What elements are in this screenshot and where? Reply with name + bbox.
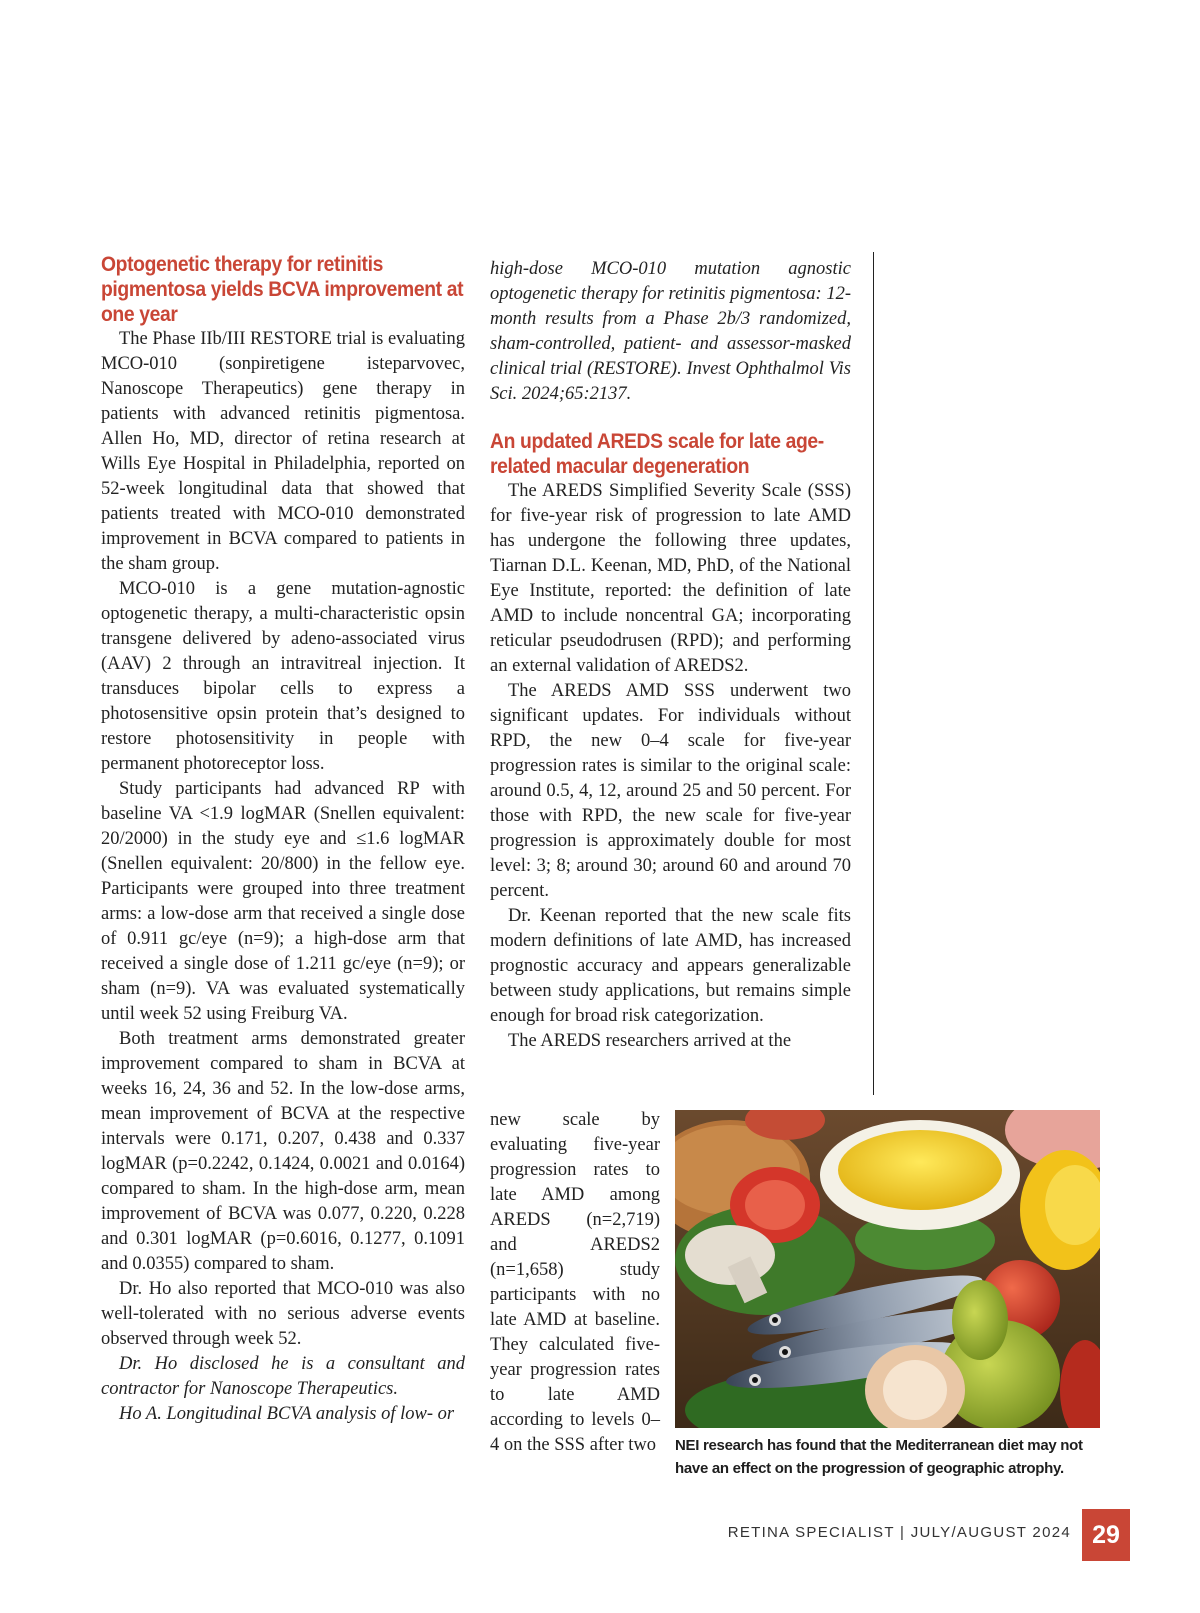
article2-paragraph-wrap: new scale by evaluating five-year progression rates to late AMD among AREDS (n=2,719) and AREDS2 (n=1,658) study participants with no late AMD at baseline. They calculated five-year progression rates to late AMD according to levels 0–4 on the SSS after two [490, 1110, 660, 1455]
column-two [490, 257, 851, 1054]
article2-heading: An updated AREDS scale for late age-related macular degeneration [490, 430, 824, 478]
article2-paragraph-top: The AREDS researchers arrived at the [508, 1031, 792, 1051]
article1-paragraph: MCO-010 is a gene mutation-agnostic optogenetic therapy, a multi-characteristic opsin transgene delivered by adeno-associated virus (AAV) 2 through an intravitreal injection. It transduces bipolar cells to express a photosensitive opsin protein that’s designed to restore photosensitivity in people with permanent photoreceptor loss. [101, 579, 465, 774]
article2-paragraph: The AREDS AMD SSS underwent two significant updates. For individuals without RPD, the new 0–4 scale for five-year progression rates is similar to the original scale: around 0.5, 4, 12, around 25 and 50 percent. For those with RPD, the new scale for five-year progression is approximately double for most level: 3; 8; around 30; around 60 and around 70 percent. [490, 681, 851, 901]
article1-paragraph: Dr. Ho also reported that MCO-010 was also well-tolerated with no serious adverse events observed through week 52. [101, 1279, 465, 1349]
article1-paragraph: The Phase IIb/III RESTORE trial is evaluating MCO-010 (sonpiretigene isteparvovec, Nanoscope Therapeutics) gene therapy in patients with advanced retinitis pigmentosa. Allen Ho, MD, director of retina research at Wills Eye Hospital in Philadelphia, reported on 52-week longitudinal data that showed that patients treated with MCO-010 demonstrated improvement in BCVA compared to patients in the sham group. [101, 329, 465, 574]
article1-paragraph: Both treatment arms demonstrated greater improvement compared to sham in BCVA at weeks 16, 24, 36 and 52. In the low-dose arms, mean improvement of BCVA at the respective intervals were 0.171, 0.207, 0.438 and 0.337 logMAR (p=0.2242, 0.1424, 0.0021 and 0.0164) compared to sham. In the high-dose arm, mean improvement of BCVA was 0.077, 0.220, 0.228 and 0.301 logMAR (p=0.6016, 0.1277, 0.1091 and 0.0355) compared to sham. [101, 1029, 465, 1274]
article1-disclosure: Dr. Ho disclosed he is a consultant and contractor for Nanoscope Therapeutics. [101, 1354, 465, 1399]
article1-column [101, 252, 465, 1427]
article1-reference-start: Ho A. Longitudinal BCVA analysis of low- or [119, 1404, 455, 1424]
article2-wrap-column [490, 1108, 660, 1458]
photo-caption: NEI research has found that the Mediterranean diet may not have an effect on the progression of geographic atrophy. [675, 1437, 1083, 1477]
article2-paragraph: Dr. Keenan reported that the new scale fits modern definitions of late AMD, has increased prognostic accuracy and appears generalizable between study applications, but remains simple enough for broad risk categorization. [490, 906, 851, 1026]
page-number: 29 [1082, 1509, 1130, 1561]
article2-paragraph: The AREDS Simplified Severity Scale (SSS) for five-year risk of progression to late AMD has undergone the following three updates, Tiarnan D.L. Keenan, MD, PhD, of the National Eye Institute, reported: the definition of late AMD to include noncentral GA; incorporating reticular pseudodrusen (RPD); and performing an external validation of AREDS2. [490, 481, 851, 676]
article1-paragraph: Study participants had advanced RP with baseline VA <1.9 logMAR (Snellen equivalent: 20/2000) in the study eye and ≤1.6 logMAR (Snellen equivalent: 20/800) in the fellow eye. Participants were grouped into three treatment arms: a low-dose arm that received a single dose of 0.911 gc/eye (n=9); a high-dose arm that received a single dose of 1.211 gc/eye (n=9); or sham (n=9). VA was evaluated systematically until week 52 using Freiburg VA. [101, 779, 465, 1024]
article1-heading: Optogenetic therapy for retinitis pigmentosa yields BCVA improvement at one year [101, 253, 464, 326]
article1-reference-end: high-dose MCO-010 mutation agnostic optogenetic therapy for retinitis pigmentosa: 12-month results from a Phase 2b/3 randomized, sham-controlled, patient- and assessor-masked clinical trial (RESTORE). Invest Ophthalmol Vis Sci. 2024;65:2137. [490, 259, 851, 404]
column-divider [873, 252, 874, 1095]
footer-publication: RETINA SPECIALIST | JULY/AUGUST 2024 [727, 1524, 1071, 1541]
mediterranean-food-photo [675, 1110, 1100, 1428]
